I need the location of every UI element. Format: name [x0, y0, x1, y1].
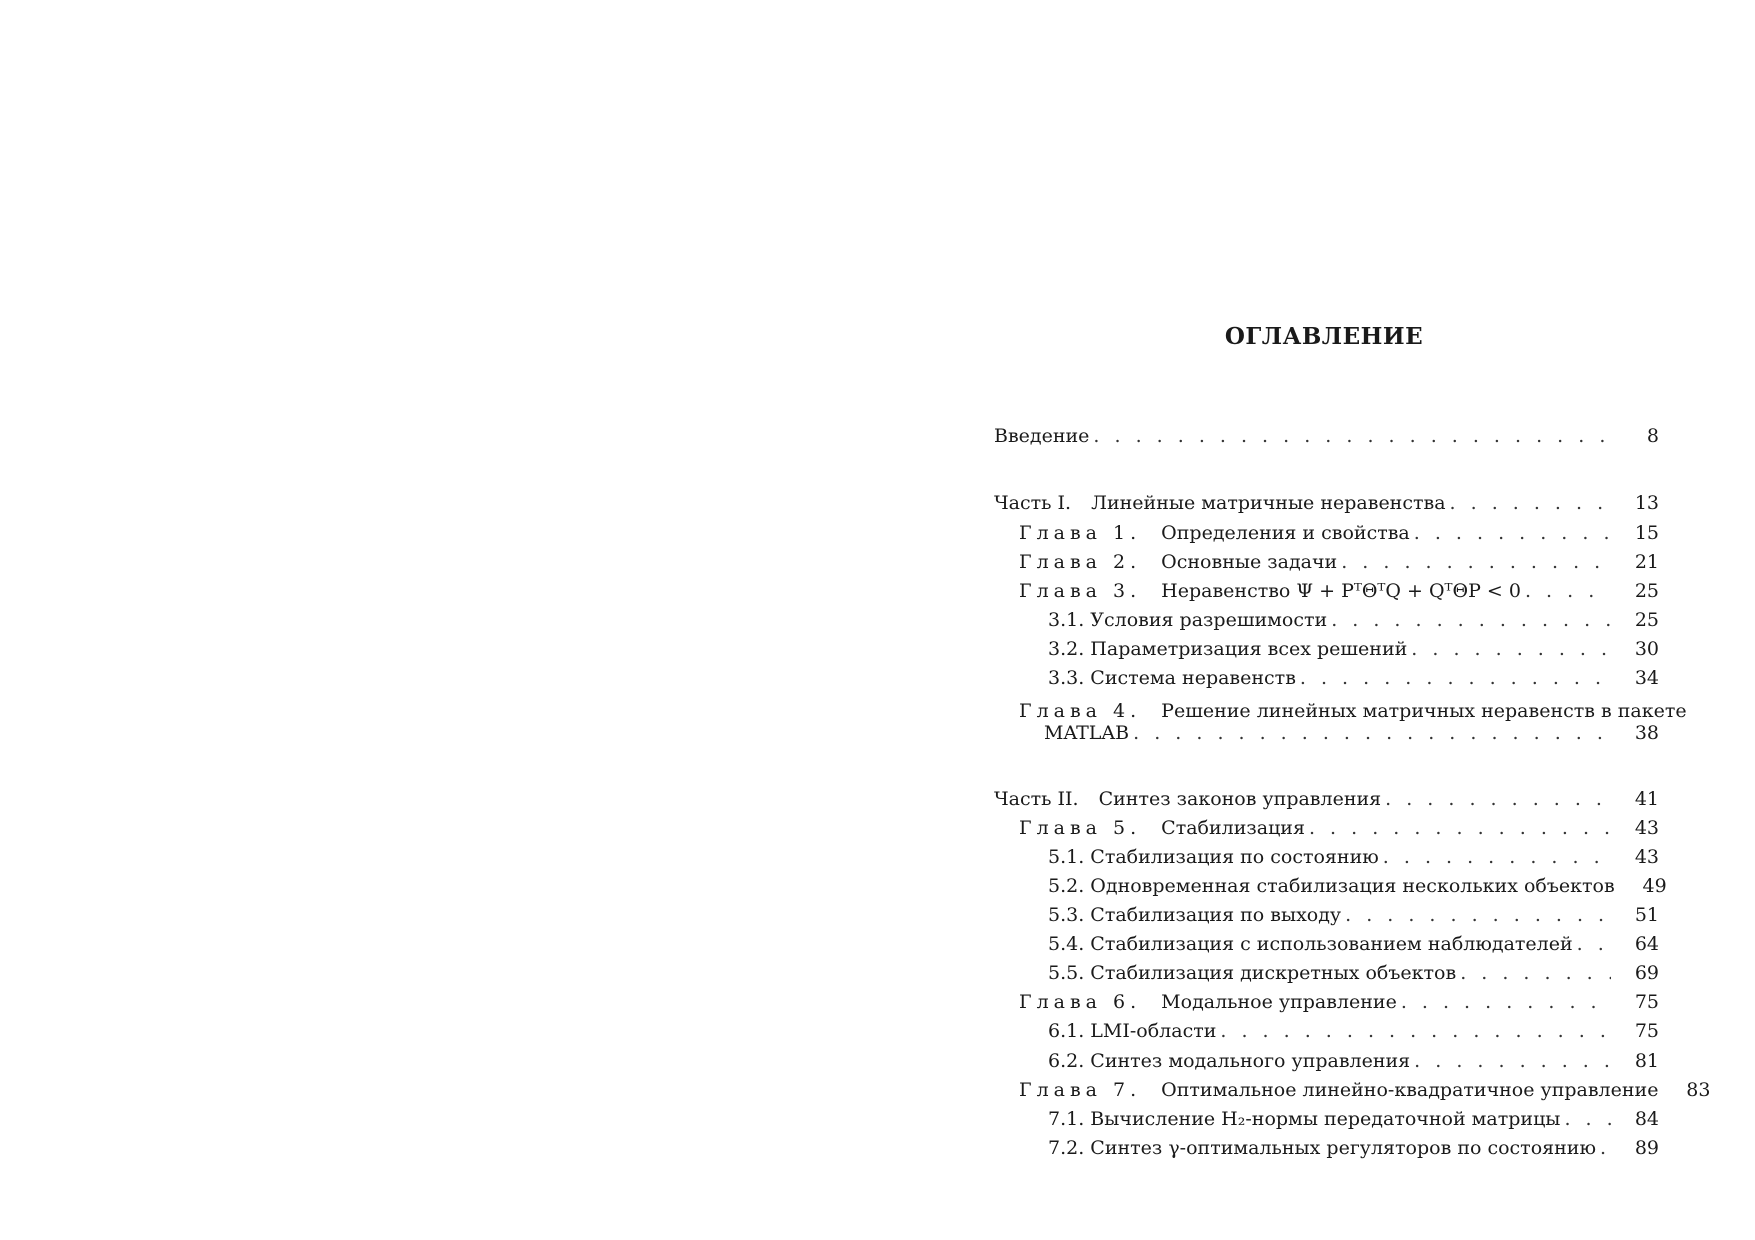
toc-page-number: 75 [1634, 1020, 1659, 1042]
toc-page-number: 49 [1642, 875, 1667, 897]
toc-entry-title: 5.1. Стабилизация по состоянию [1048, 846, 1379, 868]
toc-page-number: 30 [1634, 638, 1659, 660]
toc-entry-section-5-2[interactable] [1048, 873, 1667, 899]
toc-entry-title: 5.2. Одновременная стабилизация нескольких объектов [1048, 875, 1615, 897]
toc-entry-title: Определения и свойства [1161, 522, 1410, 544]
toc-entry-section-5-5[interactable] [1048, 960, 1659, 986]
toc-page-number: 25 [1634, 580, 1659, 602]
toc-page-number: 43 [1634, 817, 1659, 839]
toc-leader-dots [1564, 1106, 1611, 1132]
toc-leader-dots [1414, 1048, 1611, 1074]
toc-entry-title: Оптимальное линейно-квадратичное управление [1161, 1079, 1659, 1101]
toc-entry-title: 5.5. Стабилизация дискретных объектов [1048, 962, 1457, 984]
toc-page-number: 25 [1634, 609, 1659, 631]
toc-leader-dots [1525, 578, 1611, 604]
toc-page-number: 21 [1634, 551, 1659, 573]
toc-leader-dots [1385, 786, 1611, 812]
toc-entry-section-7-2[interactable] [1048, 1135, 1659, 1161]
toc-entry-chapter-4-continued[interactable] [1044, 720, 1659, 746]
toc-entry-title: Модальное управление [1161, 991, 1397, 1013]
toc-chapter-label: Глава 2. [1019, 551, 1142, 573]
toc-entry-intro[interactable] [994, 423, 1659, 449]
toc-leader-dots [1331, 607, 1611, 633]
toc-page-number: 75 [1634, 991, 1659, 1013]
toc-entry-title: Введение [994, 425, 1090, 447]
toc-entry-chapter-6[interactable] [1019, 989, 1659, 1015]
toc-entry-title: Стабилизация [1161, 817, 1305, 839]
toc-leader-dots [1450, 490, 1611, 516]
toc-entry-chapter-2[interactable] [1019, 549, 1659, 575]
toc-entry-section-6-2[interactable] [1048, 1048, 1659, 1074]
toc-entry-title: 3.1. Условия разрешимости [1048, 609, 1328, 631]
toc-leader-dots [1133, 720, 1611, 746]
toc-entry-chapter-5[interactable] [1019, 815, 1659, 841]
toc-leader-dots [1345, 902, 1611, 928]
toc-entry-title: 5.4. Стабилизация с использованием наблюдателей [1048, 933, 1573, 955]
toc-leader-dots [1093, 423, 1611, 449]
toc-entry-title: 6.2. Синтез модального управления [1048, 1050, 1411, 1072]
toc-part-label: Часть I. [994, 492, 1072, 514]
toc-entry-title: 7.1. Вычисление H₂-нормы передаточной матрицы [1048, 1108, 1561, 1130]
toc-entry-section-6-1[interactable] [1048, 1018, 1659, 1044]
toc-page-number: 41 [1634, 788, 1659, 810]
toc-entry-part-2[interactable] [994, 786, 1659, 812]
toc-entry-title: 6.1. LMI-области [1048, 1020, 1217, 1042]
toc-heading: ОГЛАВЛЕНИЕ [1224, 323, 1424, 350]
toc-page-number: 8 [1646, 425, 1659, 447]
toc-entry-section-7-1[interactable] [1048, 1106, 1659, 1132]
toc-entry-section-3-1[interactable] [1048, 607, 1659, 633]
toc-leader-dots [1401, 989, 1611, 1015]
toc-entry-title-continued: MATLAB [1044, 722, 1130, 744]
toc-page-number: 51 [1634, 904, 1659, 926]
toc-entry-title: Решение линейных матричных неравенств в пакете [1161, 700, 1687, 722]
toc-leader-dots [1414, 520, 1611, 546]
toc-entry-title: Основные задачи [1161, 551, 1338, 573]
toc-page-number: 64 [1634, 933, 1659, 955]
toc-chapter-label: Глава 3. [1019, 580, 1142, 602]
toc-entry-title: Синтез законов управления [1098, 788, 1382, 810]
toc-entry-chapter-7[interactable] [1019, 1077, 1711, 1103]
toc-page-number: 43 [1634, 846, 1659, 868]
toc-page-number: 38 [1634, 722, 1659, 744]
toc-entry-part-1[interactable] [994, 490, 1659, 516]
toc-page-number: 81 [1634, 1050, 1659, 1072]
toc-entry-section-5-1[interactable] [1048, 844, 1659, 870]
toc-leader-dots [1300, 665, 1611, 691]
toc-entry-title: 3.2. Параметризация всех решений [1048, 638, 1408, 660]
toc-leader-dots [1383, 844, 1611, 870]
toc-chapter-label: Глава 1. [1019, 522, 1142, 544]
toc-entry-section-3-3[interactable] [1048, 665, 1659, 691]
toc-leader-dots [1577, 931, 1611, 957]
toc-chapter-label: Глава 4. [1019, 700, 1142, 722]
toc-entry-chapter-3[interactable] [1019, 578, 1659, 604]
toc-leader-dots [1309, 815, 1611, 841]
toc-chapter-label: Глава 7. [1019, 1079, 1142, 1101]
toc-leader-dots [1460, 960, 1611, 986]
toc-page-number: 15 [1634, 522, 1659, 544]
toc-part-label: Часть II. [994, 788, 1079, 810]
toc-leader-dots [1341, 549, 1611, 575]
toc-page-number: 34 [1634, 667, 1659, 689]
toc-page-number: 84 [1634, 1108, 1659, 1130]
toc-entry-section-5-3[interactable] [1048, 902, 1659, 928]
toc-chapter-label: Глава 6. [1019, 991, 1142, 1013]
toc-page-number: 13 [1634, 492, 1659, 514]
toc-entry-title: Линейные матричные неравенства [1091, 492, 1446, 514]
toc-entry-title: 3.3. Система неравенств [1048, 667, 1296, 689]
toc-leader-dots [1411, 636, 1611, 662]
toc-entry-title: Неравенство Ψ + PᵀΘᵀQ + QᵀΘP < 0 [1161, 580, 1521, 602]
toc-chapter-label: Глава 5. [1019, 817, 1142, 839]
toc-entry-section-5-4[interactable] [1048, 931, 1659, 957]
toc-leader-dots [1600, 1135, 1611, 1161]
toc-page-number: 83 [1686, 1079, 1711, 1101]
toc-entry-title: 5.3. Стабилизация по выходу [1048, 904, 1342, 926]
toc-entry-section-3-2[interactable] [1048, 636, 1659, 662]
toc-page-number: 89 [1634, 1137, 1659, 1159]
toc-leader-dots [1220, 1018, 1611, 1044]
toc-entry-chapter-1[interactable] [1019, 520, 1659, 546]
toc-entry-title: 7.2. Синтез γ-оптимальных регуляторов по состоянию [1048, 1137, 1596, 1159]
toc-page-number: 69 [1634, 962, 1659, 984]
